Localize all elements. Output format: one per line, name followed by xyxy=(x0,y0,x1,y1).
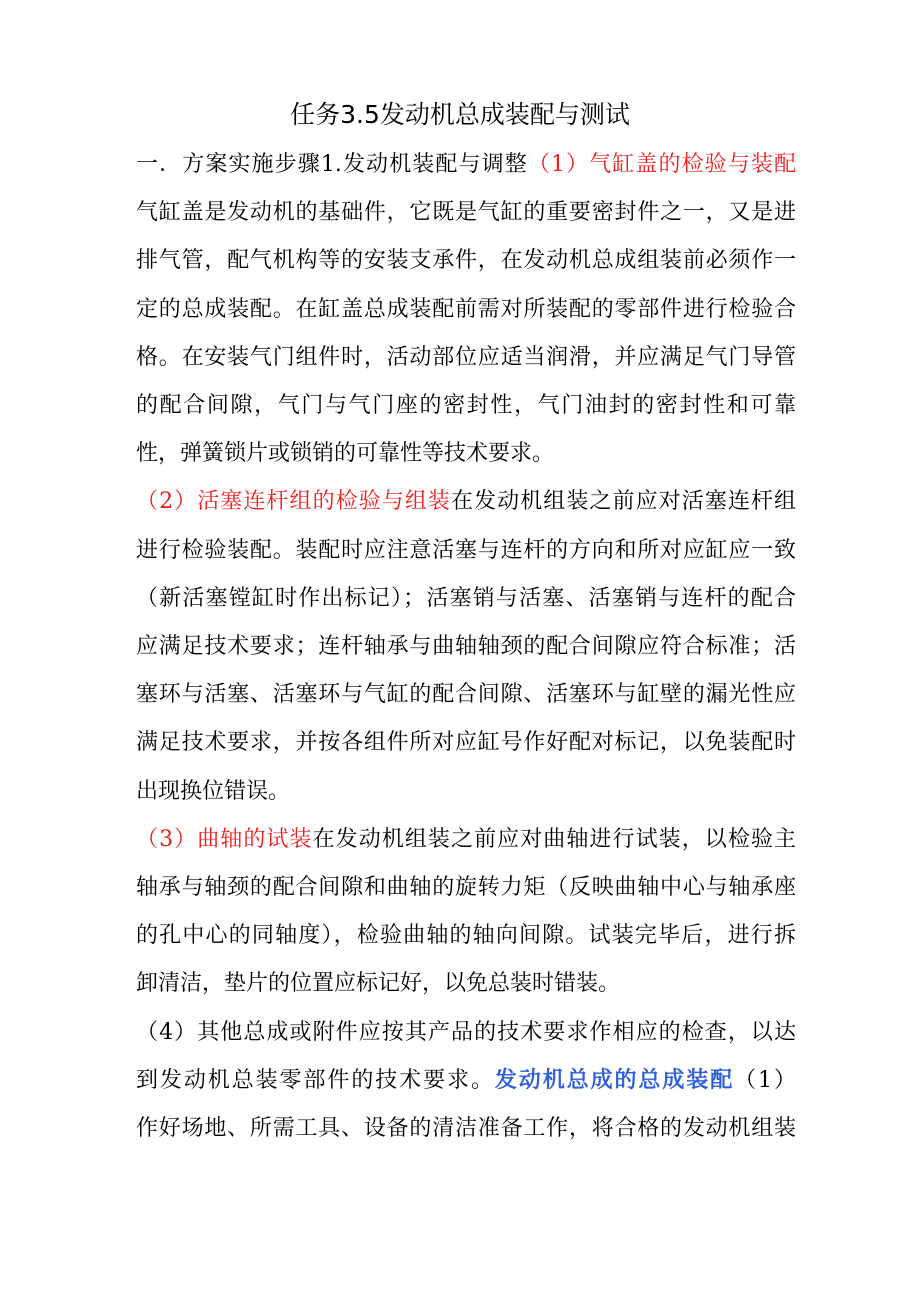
red-heading-span: （3）曲轴的试装 xyxy=(136,827,313,852)
text-span: 定的总成装配。在缸盖总成装配前需对所装配的零部件进行检验合 xyxy=(136,297,796,322)
text-span: （1） xyxy=(734,1068,796,1093)
text-line xyxy=(136,150,796,180)
text-span: 格。在安装气门组件时，活动部位应适当润滑，并应满足气门导管 xyxy=(136,345,796,370)
text-line xyxy=(136,825,796,855)
text-line xyxy=(136,632,796,662)
text-line xyxy=(136,680,796,710)
text-span: （新活塞镗缸时作出标记）；活塞销与活塞、活塞销与连杆的配合 xyxy=(136,586,796,611)
text-span: 在发动机组装之前应对曲轴进行试装，以检验主 xyxy=(312,827,796,852)
text-line xyxy=(136,728,796,758)
text-span: 满足技术要求，并按各组件所对应缸号作好配对标记，以免装配时 xyxy=(136,730,796,755)
text-line xyxy=(136,391,796,421)
text-span: 性，弹簧锁片或锁销的可靠性等技术要求。 xyxy=(136,441,555,466)
text-span: 的孔中心的同轴度），检验曲轴的轴向间隙。试装完毕后，进行拆 xyxy=(136,923,796,948)
text-line xyxy=(136,1018,796,1048)
text-line xyxy=(136,439,796,469)
text-line xyxy=(136,873,796,903)
text-span: 排气管，配气机构等的安装支承件，在发动机总成组装前必须作一 xyxy=(136,248,796,273)
text-span: 卸清洁，垫片的位置应标记好，以免总装时错装。 xyxy=(136,971,621,996)
text-span: 出现换位错误。 xyxy=(136,779,291,804)
text-line xyxy=(136,1114,796,1144)
text-line xyxy=(136,536,796,566)
text-span: 在发动机组装之前应对活塞连杆组 xyxy=(451,489,796,514)
text-span: 轴承与轴颈的配合间隙和曲轴的旋转力矩（反映曲轴中心与轴承座 xyxy=(136,875,796,900)
text-span: 作好场地、所需工具、设备的清洁准备工作，将合格的发动机组装 xyxy=(136,1116,796,1141)
text-line xyxy=(136,198,796,228)
text-line xyxy=(136,487,796,517)
text-line xyxy=(136,246,796,276)
text-span: （4）其他总成或附件应按其产品的技术要求作相应的检查，以达 xyxy=(136,1020,796,1045)
text-span: 应满足技术要求；连杆轴承与曲轴轴颈的配合间隙应符合标准；活 xyxy=(136,634,796,659)
text-line xyxy=(136,777,796,807)
text-line xyxy=(136,1066,796,1096)
document-title: 任务3.5发动机总成装配与测试 xyxy=(290,100,630,129)
text-span: 到发动机总装零部件的技术要求。 xyxy=(136,1068,495,1093)
text-line xyxy=(136,295,796,325)
red-heading-span: （2）活塞连杆组的检验与组装 xyxy=(136,489,451,514)
red-heading-span: （1）气缸盖的检验与装配 xyxy=(527,152,797,177)
text-line xyxy=(136,969,796,999)
text-line xyxy=(136,343,796,373)
text-span: 气缸盖是发动机的基础件，它既是气缸的重要密封件之一，又是进 xyxy=(136,200,796,225)
text-span: 的配合间隙，气门与气门座的密封性，气门油封的密封性和可靠 xyxy=(136,393,796,418)
text-line xyxy=(136,584,796,614)
blue-heading-span: 发动机总成的总成装配 xyxy=(494,1068,735,1093)
text-span: 塞环与活塞、活塞环与气缸的配合间隙、活塞环与缸壁的漏光性应 xyxy=(136,682,796,707)
text-span: 进行检验装配。装配时应注意活塞与连杆的方向和所对应缸应一致 xyxy=(136,538,796,563)
text-span: 一．方案实施步骤1.发动机装配与调整 xyxy=(136,152,528,177)
text-line xyxy=(136,921,796,951)
